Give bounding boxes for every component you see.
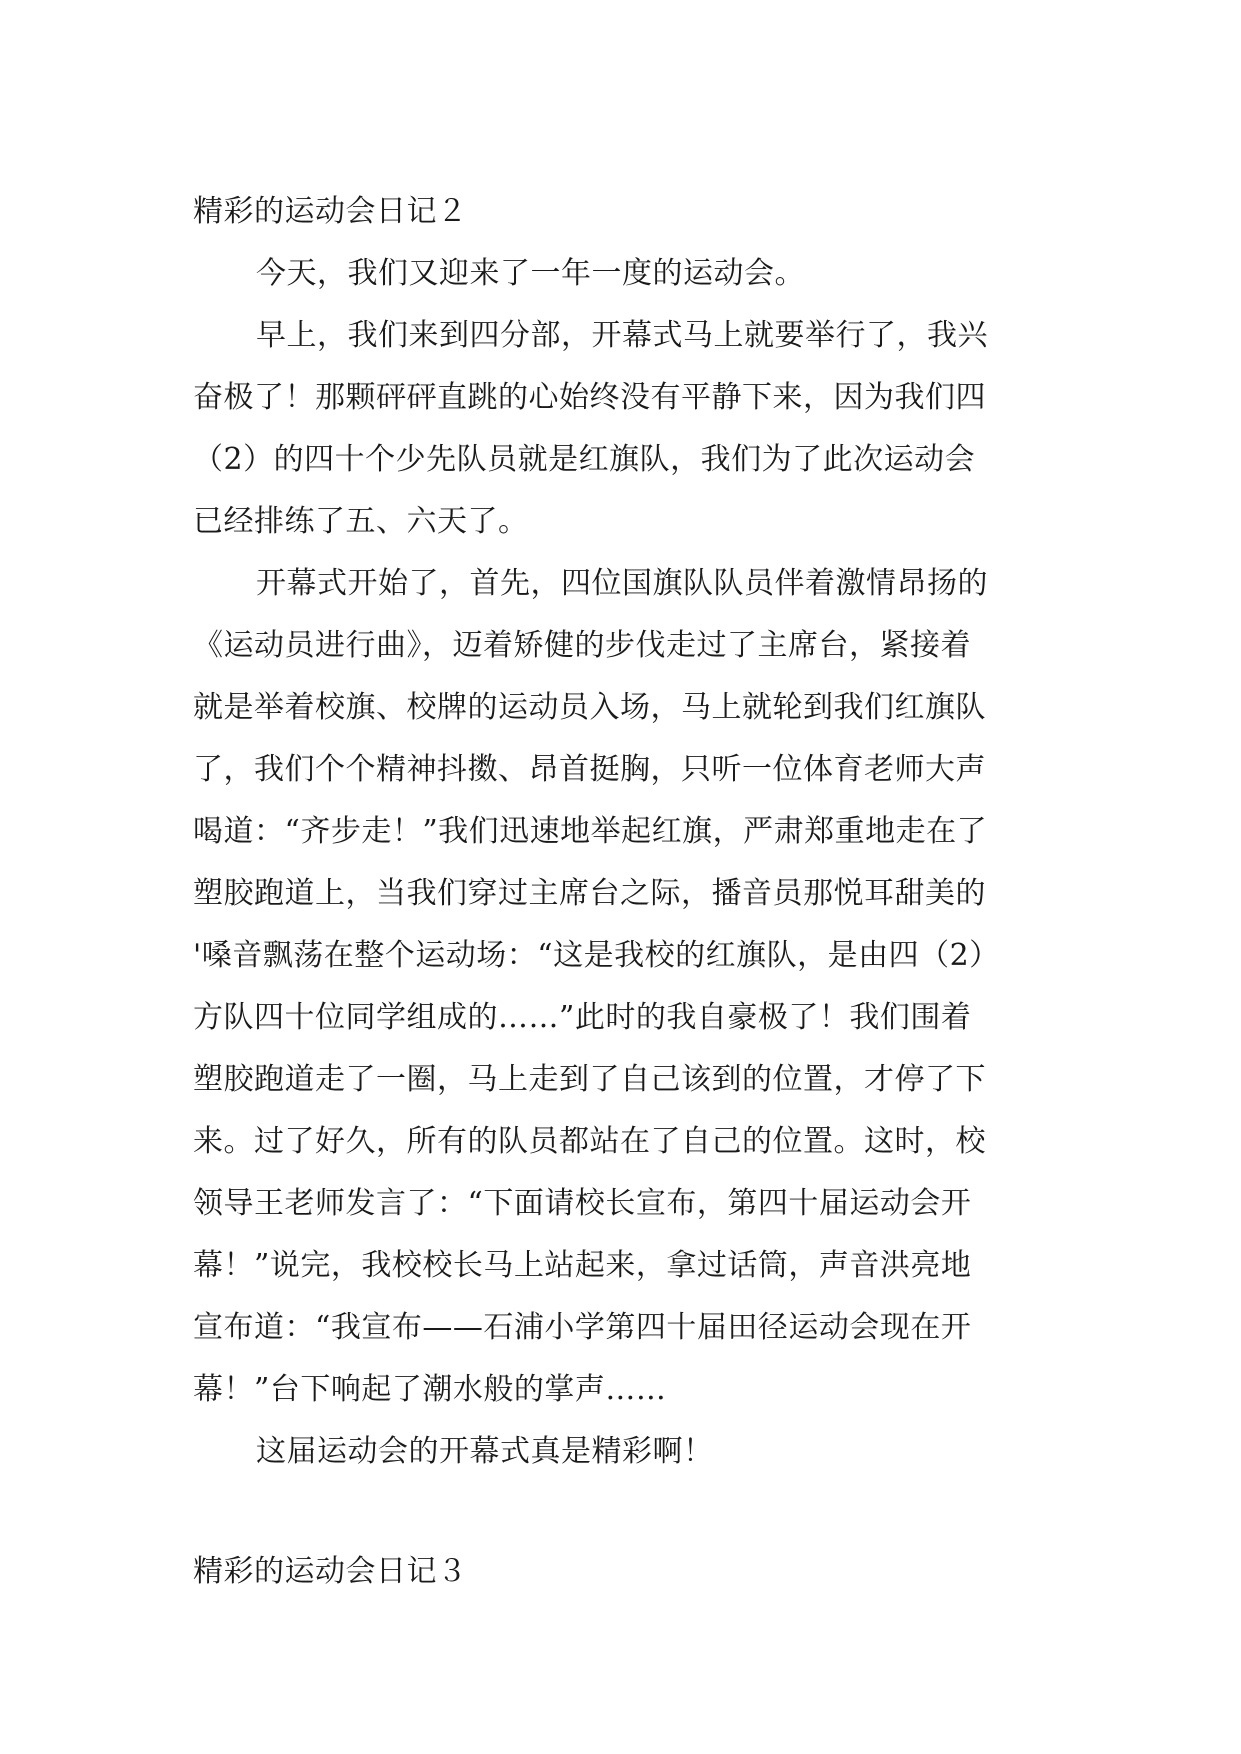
paragraph-2-line-4: 已经排练了五、六天了。 bbox=[193, 504, 529, 539]
paragraph-4-line-1: 这届运动会的开幕式真是精彩啊！ bbox=[256, 1434, 714, 1469]
paragraph-3-line-3: 就是举着校旗、校牌的运动员入场，马上就轮到我们红旗队 bbox=[193, 690, 986, 725]
paragraph-3-line-7: '嗓音飘荡在整个运动场：“这是我校的红旗队，是由四（2） bbox=[193, 938, 1000, 973]
paragraph-3-line-6: 塑胶跑道上，当我们穿过主席台之际，播音员那悦耳甜美的 bbox=[193, 876, 986, 911]
paragraph-2-line-2: 奋极了！那颗砰砰直跳的心始终没有平静下来，因为我们四 bbox=[193, 380, 986, 415]
section-title-2: 精彩的运动会日记２ bbox=[193, 194, 468, 229]
paragraph-2-line-3: （2）的四十个少先队员就是红旗队，我们为了此次运动会 bbox=[193, 442, 976, 477]
section-title-3: 精彩的运动会日记３ bbox=[193, 1554, 468, 1589]
paragraph-3-line-13: 宣布道：“我宣布——石浦小学第四十届田径运动会现在开 bbox=[193, 1310, 972, 1345]
paragraph-3-line-9: 塑胶跑道走了一圈，马上走到了自己该到的位置，才停了下 bbox=[193, 1062, 986, 1097]
paragraph-3-line-1: 开幕式开始了，首先，四位国旗队队员伴着激情昂扬的 bbox=[256, 566, 988, 601]
paragraph-3-line-8: 方队四十位同学组成的……”此时的我自豪极了！我们围着 bbox=[193, 1000, 972, 1035]
paragraph-1-line-1: 今天，我们又迎来了一年一度的运动会。 bbox=[256, 256, 805, 291]
paragraph-3-line-10: 来。过了好久，所有的队员都站在了自己的位置。这时，校 bbox=[193, 1124, 986, 1159]
paragraph-3-line-5: 喝道：“齐步走！”我们迅速地举起红旗，严肃郑重地走在了 bbox=[193, 814, 988, 849]
paragraph-3-line-11: 领导王老师发言了：“下面请校长宣布，第四十届运动会开 bbox=[193, 1186, 972, 1221]
paragraph-3-line-4: 了，我们个个精神抖擞、昂首挺胸，只听一位体育老师大声 bbox=[193, 752, 986, 787]
paragraph-3-line-14: 幕！”台下响起了潮水般的掌声…… bbox=[193, 1372, 667, 1407]
paragraph-3-line-2: 《运动员进行曲》，迈着矫健的步伐走过了主席台，紧接着 bbox=[193, 628, 971, 663]
paragraph-2-line-1: 早上，我们来到四分部，开幕式马上就要举行了，我兴 bbox=[256, 318, 988, 353]
paragraph-3-line-12: 幕！”说完，我校校长马上站起来，拿过话筒，声音洪亮地 bbox=[193, 1248, 972, 1283]
